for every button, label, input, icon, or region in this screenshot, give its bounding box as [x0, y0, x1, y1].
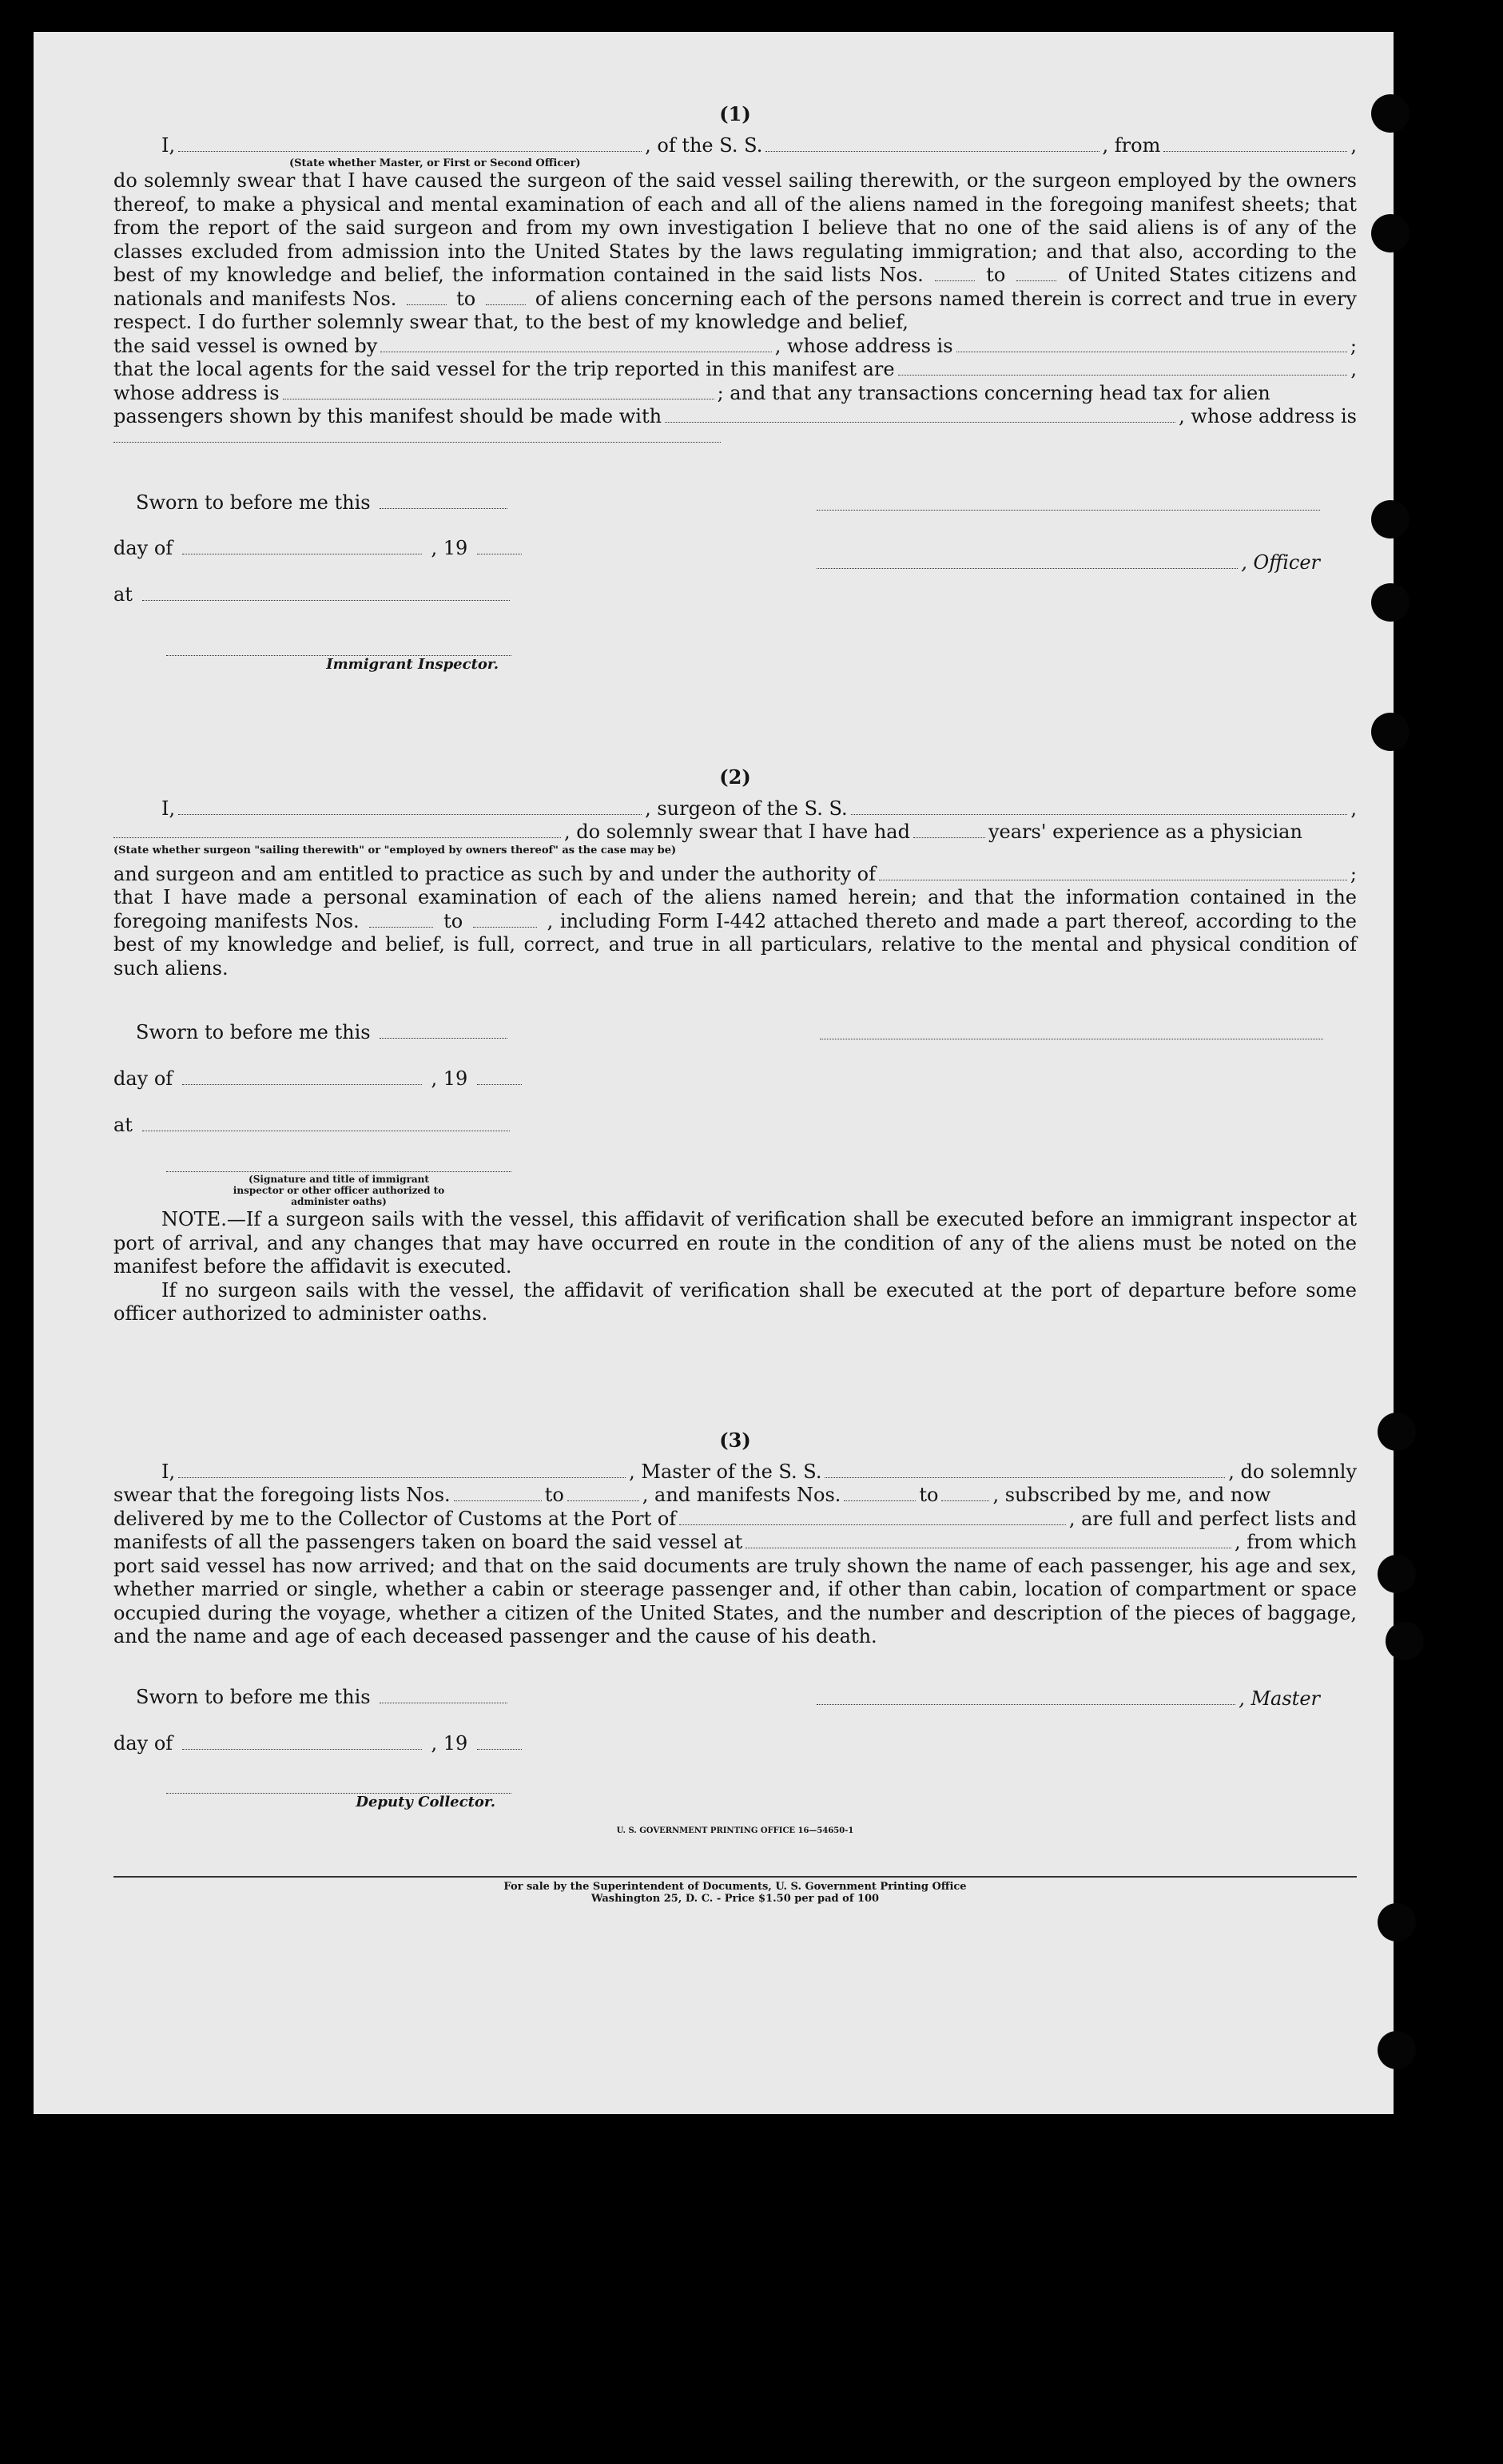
- day-field[interactable]: [182, 1071, 422, 1085]
- lists-to-field[interactable]: [567, 1488, 639, 1501]
- agents-address-line: whose address is ; and that any transactions concerning head tax for alien: [113, 381, 1270, 404]
- day-field[interactable]: [182, 1736, 422, 1750]
- surgeon-subcaption: (State whether surgeon "sailing therewith" or "employed by owners thereof" as the case may be): [113, 844, 677, 856]
- manifests-from-field[interactable]: [844, 1488, 916, 1501]
- year-field[interactable]: [477, 1736, 522, 1750]
- master-signature: , Master: [817, 1687, 1320, 1710]
- surgeon-signature-line[interactable]: [820, 1021, 1323, 1039]
- head-tax-address-field[interactable]: [113, 429, 721, 443]
- at-line-2: at: [113, 1114, 513, 1136]
- name-field[interactable]: [178, 138, 642, 152]
- head-tax-address-line: [113, 429, 1357, 443]
- manifests-from-field[interactable]: [369, 914, 433, 928]
- lists-line: swear that the foregoing lists Nos. to , and manifests Nos. to , subscribed by me, and now: [113, 1484, 1271, 1506]
- at-line-1: at: [113, 583, 513, 606]
- punch-hole: [1371, 583, 1410, 622]
- day-line-1: day of , 19: [113, 537, 525, 559]
- head-tax-line: passengers shown by this manifest should be made with , whose address is: [113, 405, 1357, 427]
- punch-hole: [1378, 1413, 1416, 1451]
- body-text: do solemnly swear that I have caused the surgeon of the said vessel sailing therewith, or the surgeon employed by the owners thereof, to make a physical and mental examination of each and all of the aliens named in the foregoing manifest sheets; that from the report of the said surgeon and from my own investigation I believe that no one of the said aliens is of any of the classes excluded from admission into the United States by the laws regulating immigration; and that also, according to the best of my knowledge and belief, the information contained in the said lists Nos. to of United States citizens and nationals and manifests Nos. to of aliens concerning each of the persons named therein is correct and true in every respect. I do further solemnly swear that, to the best of my knowledge and belief,: [113, 169, 1358, 333]
- lists-from-field[interactable]: [454, 1488, 542, 1501]
- lists-to-field[interactable]: [1016, 268, 1056, 281]
- deputy-signature-line[interactable]: [166, 1777, 511, 1794]
- day-line-3: day of , 19: [113, 1732, 525, 1755]
- head-tax-agent-field[interactable]: [665, 409, 1175, 423]
- surgeon-type-field[interactable]: [113, 825, 561, 838]
- master-line: I, , Master of the S. S. , do solemnly: [161, 1460, 1357, 1483]
- inspector-signature: Immigrant Inspector.: [166, 639, 511, 673]
- body-text: that I have made a personal examination of each of the aliens named herein; and that the information contained in the foregoing manifests Nos. to , including Form I-442 attached thereto and made a part thereof, according to the best of my knowledge and belief, is full, correct, and true in all particulars, relative to the mental and physical condition of such aliens.: [113, 886, 1357, 980]
- punch-hole: [1378, 1903, 1416, 1941]
- agents-field[interactable]: [898, 362, 1348, 376]
- master-name-field[interactable]: [178, 1464, 626, 1478]
- form-page: [34, 32, 1394, 2114]
- gpo-imprint: U. S. GOVERNMENT PRINTING OFFICE 16—54650-1: [616, 1826, 854, 1835]
- deputy-signature: Deputy Collector.: [166, 1777, 511, 1810]
- sworn-date-field[interactable]: [380, 1025, 507, 1039]
- agents-address-field[interactable]: [283, 386, 714, 399]
- punch-hole: [1386, 1622, 1424, 1660]
- experience-line: , do solemnly swear that I have had years' experience as a physician: [113, 821, 1357, 845]
- section-number: (1): [719, 102, 751, 125]
- year-field[interactable]: [477, 1071, 522, 1085]
- at-field[interactable]: [142, 1118, 510, 1131]
- authorized-officer-signature: (Signature and title of immigrant inspector or other officer authorized to administer oaths): [166, 1158, 511, 1207]
- affidavit-section-2: [113, 765, 1357, 980]
- day-field[interactable]: [182, 541, 422, 554]
- officer-signature-line[interactable]: [817, 492, 1320, 511]
- sworn-date-field[interactable]: [380, 1690, 507, 1703]
- sworn-line-3: Sworn to before me this: [136, 1686, 511, 1708]
- vessel-field[interactable]: [765, 138, 1099, 152]
- section-number: (2): [719, 765, 751, 789]
- surgeon-line: I, , surgeon of the S. S. ,: [161, 797, 1357, 820]
- punch-hole: [1371, 94, 1410, 133]
- body-text: port said vessel has now arrived; and that on the said documents are truly shown the name of each passenger, his age and sex, whether married or single, whether a cabin or steerage passenger and, if other than cabin, location of compartment or space occupied during the voyage, whether a citizen of the United States, and the number and description of the pieces of baggage, and the name and age of each deceased passenger and the cause of his death.: [113, 1554, 1357, 1647]
- master-vessel-field[interactable]: [825, 1464, 1225, 1478]
- owner-field[interactable]: [380, 339, 771, 352]
- sworn-line-2: Sworn to before me this: [136, 1021, 511, 1043]
- manifests-to-field[interactable]: [486, 292, 526, 305]
- manifests-from-field[interactable]: [407, 292, 447, 305]
- at-field[interactable]: [142, 587, 510, 601]
- surgeon-name-field[interactable]: [178, 801, 642, 815]
- punch-hole: [1371, 713, 1410, 751]
- officer-signature: [817, 492, 1320, 511]
- authority-line: and surgeon and am entitled to practice as such by and under the authority of ;: [113, 862, 1357, 885]
- agents-line: that the local agents for the said vessel for the trip reported in this manifest are ,: [113, 358, 1357, 380]
- surgeon-signature: [820, 1021, 1323, 1039]
- affidavit-section-3: [113, 1429, 1357, 1649]
- surgeon-vessel-field[interactable]: [851, 801, 1348, 815]
- section-number: (3): [719, 1429, 751, 1452]
- day-line-2: day of , 19: [113, 1067, 525, 1090]
- affidavit-section-1: [113, 102, 1357, 443]
- punch-hole: [1378, 2031, 1416, 2069]
- master-subcaption: (State whether Master, or First or Second Officer): [289, 157, 581, 169]
- authority-field[interactable]: [879, 867, 1347, 880]
- sworn-line-1: Sworn to before me this: [136, 491, 511, 514]
- manifests-to-field[interactable]: [473, 914, 537, 928]
- year-field[interactable]: [477, 541, 522, 554]
- from-field[interactable]: [1163, 138, 1347, 152]
- owner-address-field[interactable]: [956, 339, 1347, 352]
- embark-line: manifests of all the passengers taken on board the said vessel at , from which: [113, 1531, 1357, 1553]
- master-line: I, , of the S. S. , from ,: [161, 133, 1357, 157]
- inspector-signature-line[interactable]: [166, 639, 511, 656]
- years-field[interactable]: [913, 825, 985, 838]
- lists-from-field[interactable]: [935, 268, 975, 281]
- authorized-officer-signature-line[interactable]: [166, 1158, 511, 1172]
- punch-hole: [1378, 1555, 1416, 1593]
- officer-title: , Officer: [817, 551, 1320, 574]
- punch-hole: [1371, 500, 1410, 539]
- port-field[interactable]: [679, 1512, 1066, 1525]
- embark-port-field[interactable]: [746, 1535, 1231, 1548]
- owner-line: the said vessel is owned by , whose address is ;: [113, 334, 1357, 357]
- sale-notice: For sale by the Superintendent of Documents, U. S. Government Printing Office Washington 25, D. C. - Price $1.50 per pad of 100: [503, 1881, 967, 1905]
- sworn-date-field[interactable]: [380, 495, 507, 509]
- punch-hole: [1371, 214, 1410, 252]
- officer-name-field[interactable]: [817, 555, 1238, 569]
- manifests-to-field[interactable]: [941, 1488, 989, 1501]
- port-line: delivered by me to the Collector of Customs at the Port of , are full and perfect lists and: [113, 1507, 1357, 1530]
- note: NOTE.—If a surgeon sails with the vessel, this affidavit of verification shall be executed before an immigrant inspector at port of arrival, and any changes that may have occurred en route in the condition of any of the aliens must be noted on the manifest before the affidavit is executed. If no surgeon sails with the vessel, the affidavit of verification shall be executed at the port of departure before some officer authorized to administer oaths.: [113, 1208, 1357, 1325]
- master-signature-line[interactable]: [817, 1691, 1235, 1705]
- footer-rule: [113, 1876, 1357, 1878]
